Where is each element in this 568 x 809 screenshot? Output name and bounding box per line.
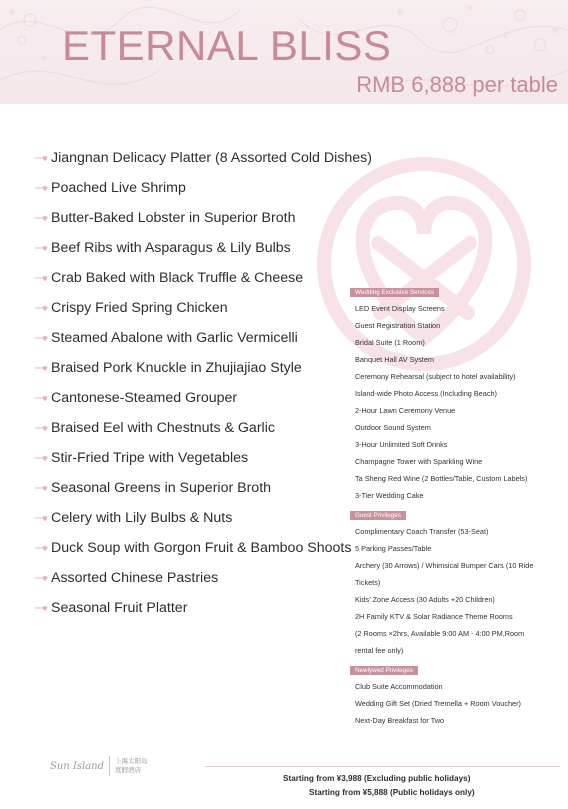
menu-item: [34, 203, 364, 233]
wedding-service-item: Island-wide Photo Access (Including Beach): [355, 389, 497, 398]
wedding-service-item: 2-Hour Lawn Ceremony Venue: [355, 406, 456, 415]
menu-item-label: Braised Eel with Chestnuts & Garlic: [51, 420, 275, 436]
wedding-services-heading: Wedding Exclusive Services: [350, 288, 439, 297]
menu-item-label: Seasonal Fruit Platter: [51, 600, 188, 616]
menu-item-label: Poached Live Shrimp: [51, 180, 186, 196]
menu-item-label: Beef Ribs with Asparagus & Lily Bulbs: [51, 240, 291, 256]
heart-arrow-icon: [34, 152, 51, 164]
newlywed-privileges-section: [350, 659, 565, 729]
menu-item: [34, 293, 364, 323]
menu-item-label: Crispy Fried Spring Chicken: [51, 300, 228, 316]
guest-service-item: 5 Parking Passes/Table: [355, 544, 432, 553]
menu-item: [34, 533, 364, 563]
heart-arrow-icon: [34, 452, 51, 464]
guest-service-item: Kids’ Zone Access (30 Adults +20 Children): [355, 595, 495, 604]
guest-privileges-heading: Guest Privileges: [350, 511, 406, 520]
wedding-service-item: Ta Sheng Red Wine (2 Bottles/Table, Custom Labels): [355, 474, 528, 483]
guest-privileges-section: [350, 504, 565, 659]
heart-arrow-icon: [34, 422, 51, 434]
wedding-service-item: Outdoor Sound System: [355, 423, 431, 432]
heart-arrow-icon: [34, 182, 51, 194]
wedding-service-item: Guest Registration Station: [355, 321, 441, 330]
heart-arrow-icon: [34, 542, 51, 554]
menu-item-label: Braised Pork Knuckle in Zhujiajiao Style: [51, 360, 302, 376]
menu-item-label: Celery with Lily Bulbs & Nuts: [51, 510, 233, 526]
heart-arrow-icon: [34, 212, 51, 224]
guest-service-item: Complimentary Coach Transfer (53-Seat): [355, 527, 489, 536]
pricing-line-holiday: Starting from ¥5,888 (Public holidays only): [309, 788, 475, 797]
menu-item: [34, 383, 364, 413]
heart-arrow-icon: [34, 482, 51, 494]
menu-item: [34, 503, 364, 533]
menu-item-label: Butter-Baked Lobster in Superior Broth: [51, 210, 296, 226]
heart-arrow-icon: [34, 242, 51, 254]
wedding-service-item: 3-Tier Wedding Cake: [355, 491, 424, 500]
menu-item-label: Assorted Chinese Pastries: [51, 570, 219, 586]
menu-item-label: Seasonal Greens in Superior Broth: [51, 480, 272, 496]
menu-item: [34, 353, 364, 383]
menu-item: [34, 323, 364, 353]
wedding-service-item: Banquet Hall AV System: [355, 355, 434, 364]
newlywed-service-item: Club Suite Accommodation: [355, 682, 443, 691]
newlywed-privileges-heading: Newlywed Privileges: [350, 666, 418, 675]
logo-script-text: Sun Island: [50, 760, 104, 772]
guest-service-item: (2 Rooms ×2hrs, Available 9:00 AM - 4:00 PM,Room: [355, 629, 525, 638]
wedding-service-item: LED Event Display Screens: [355, 304, 445, 313]
menu-item: [34, 173, 364, 203]
menu-item: [34, 413, 364, 443]
menu-item-label: Crab Baked with Black Truffle & Cheese: [51, 270, 304, 286]
menu-item-label: Jiangnan Delicacy Platter (8 Assorted Cold Dishes): [51, 150, 372, 166]
guest-service-item: Tickets): [355, 578, 381, 587]
heart-arrow-icon: [34, 392, 51, 404]
menu-item-label: Duck Soup with Gorgon Fruit & Bamboo Shoots: [51, 540, 352, 556]
menu-item: [34, 233, 364, 263]
menu-item: [34, 263, 364, 293]
heart-arrow-icon: [34, 512, 51, 524]
wedding-services-section: [350, 281, 565, 504]
guest-service-item: 2H Family KTV & Solar Radiance Theme Rooms: [355, 612, 513, 621]
menu-item: [34, 563, 364, 593]
heart-arrow-icon: [34, 602, 51, 614]
menu-item: [34, 443, 364, 473]
menu-item: [34, 473, 364, 503]
menu-item-label: Cantonese-Steamed Grouper: [51, 390, 238, 406]
pricing-line-regular: Starting from ¥3,988 (Excluding public holidays): [283, 774, 471, 783]
guest-service-item: Archery (30 Arrows) / Whimsical Bumper Cars (10 Ride: [355, 561, 534, 570]
wedding-service-item: Champagne Tower with Sparkling Wine: [355, 457, 483, 466]
menu-item-label: Stir-Fried Tripe with Vegetables: [51, 450, 249, 466]
heart-arrow-icon: [34, 272, 51, 284]
wedding-service-item: Bridal Suite (1 Room): [355, 338, 425, 347]
menu-item: [34, 593, 364, 623]
hotel-logo: [50, 755, 148, 777]
heart-arrow-icon: [34, 302, 51, 314]
heart-arrow-icon: [34, 362, 51, 374]
page-title: ETERNAL BLISS: [62, 22, 392, 69]
wedding-service-item: Ceremony Rehearsal (subject to hotel availability): [355, 372, 516, 381]
price-per-table: RMB 6,888 per table: [356, 72, 558, 97]
guest-service-item: rental fee only): [355, 646, 404, 655]
menu-item-label: Steamed Abalone with Garlic Vermicelli: [51, 330, 298, 346]
newlywed-service-item: Wedding Gift Set (Dried Tremella + Room Voucher): [355, 699, 521, 708]
wedding-service-item: 3-Hour Unlimited Soft Drinks: [355, 440, 448, 449]
header-banner: [0, 0, 568, 104]
heart-arrow-icon: [34, 332, 51, 344]
menu-item: [34, 143, 372, 173]
newlywed-service-item: Next-Day Breakfast for Two: [355, 716, 445, 725]
heart-arrow-icon: [34, 572, 51, 584]
footer-divider: [205, 766, 560, 767]
logo-divider: [109, 756, 110, 776]
services-panel: [350, 281, 565, 729]
logo-chinese-name: 上海太阳岛 度假酒店: [115, 758, 148, 774]
